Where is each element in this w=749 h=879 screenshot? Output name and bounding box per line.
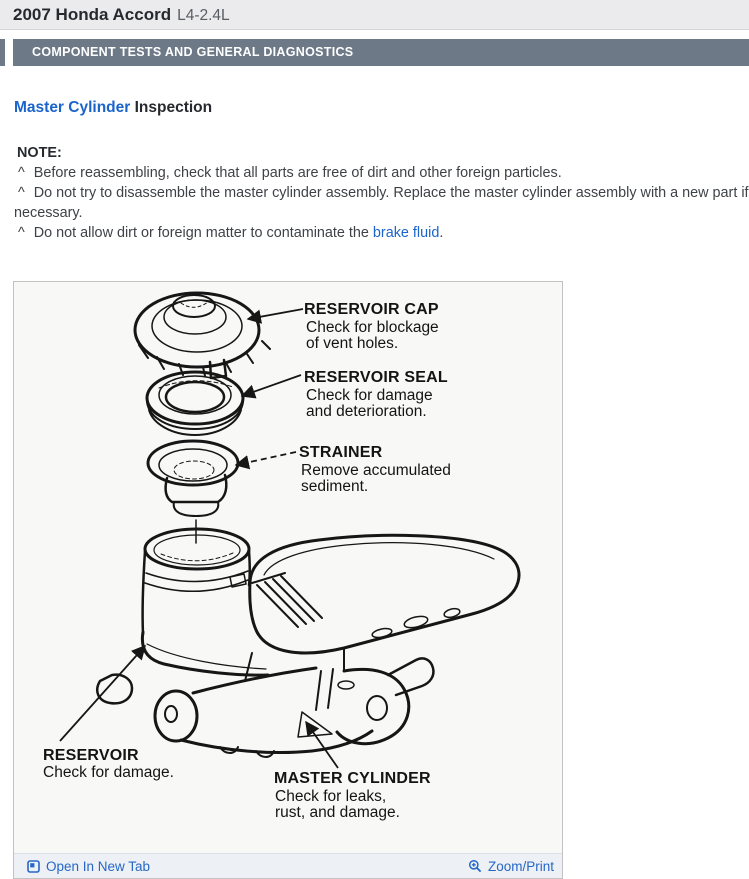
cap-label-line: of vent holes. (306, 335, 399, 352)
brake-fluid-link[interactable]: brake fluid (372, 225, 440, 241)
caret-bullet: ^ (18, 225, 25, 241)
page-header (0, 0, 749, 30)
reservoir-seal-drawing (147, 372, 243, 435)
master-label-line: rust, and damage. (275, 804, 400, 821)
seal-label-line: Check for damage (306, 387, 433, 404)
vehicle-title: 2007 Honda Accord (13, 5, 172, 24)
open-in-new-tab-link[interactable]: Open In New Tab (27, 859, 150, 874)
figure-toolbar (14, 853, 562, 878)
note-line: ^ Do not allow dirt or foreign matter to contaminate the brake fluid. (18, 225, 444, 241)
note-line: ^ Do not try to disassemble the master cylinder assembly. Replace the master cylinder assembly with a new part if (18, 185, 749, 201)
strainer-label-line: sediment. (301, 478, 369, 495)
reservoir-cap-drawing (135, 293, 270, 378)
seal-label-title: RESERVOIR SEAL (304, 369, 448, 386)
cap-label-line: Check for blockage (306, 319, 439, 336)
open-in-new-tab-icon (27, 860, 40, 873)
strainer-label-line: Remove accumulated (301, 462, 451, 479)
cap-label-title: RESERVOIR CAP (304, 301, 439, 318)
master-label-title: MASTER CYLINDER (274, 770, 431, 787)
master-label-line: Check for leaks, (275, 788, 387, 805)
master-cylinder-link[interactable]: Master Cylinder (14, 99, 131, 116)
note-block (14, 143, 749, 243)
master-cylinder-diagram (14, 282, 562, 853)
strainer-label-title: STRAINER (299, 444, 383, 461)
zoom-magnifier-icon (468, 859, 482, 873)
note-line: ^ Before reassembling, check that all parts are free of dirt and other foreign particles. (18, 165, 562, 181)
caret-bullet: ^ (18, 165, 25, 181)
seal-leader-arrow (242, 375, 301, 396)
section-banner-row (0, 39, 749, 66)
page-title (14, 99, 749, 117)
section-banner: COMPONENT TESTS AND GENERAL DIAGNOSTICS (13, 39, 749, 66)
page-title-rest: Inspection (134, 99, 213, 116)
reservoir-label-title: RESERVOIR (43, 747, 139, 764)
master-leader-arrow (306, 722, 338, 768)
diagram-figure (13, 281, 563, 879)
master-cylinder-body-drawing (97, 529, 519, 757)
strainer-leader-arrow (236, 452, 296, 465)
vehicle-engine: L4-2.4L (177, 7, 230, 24)
note-label: NOTE: (17, 145, 62, 161)
reservoir-label-line: Check for damage. (43, 764, 174, 781)
note-line-continuation: necessary. (14, 205, 83, 221)
banner-left-sliver (0, 39, 5, 66)
zoom-print-link[interactable]: Zoom/Print (468, 859, 554, 874)
seal-label-line: and deterioration. (306, 403, 427, 420)
cap-leader-arrow (248, 309, 303, 319)
caret-bullet: ^ (18, 185, 25, 201)
